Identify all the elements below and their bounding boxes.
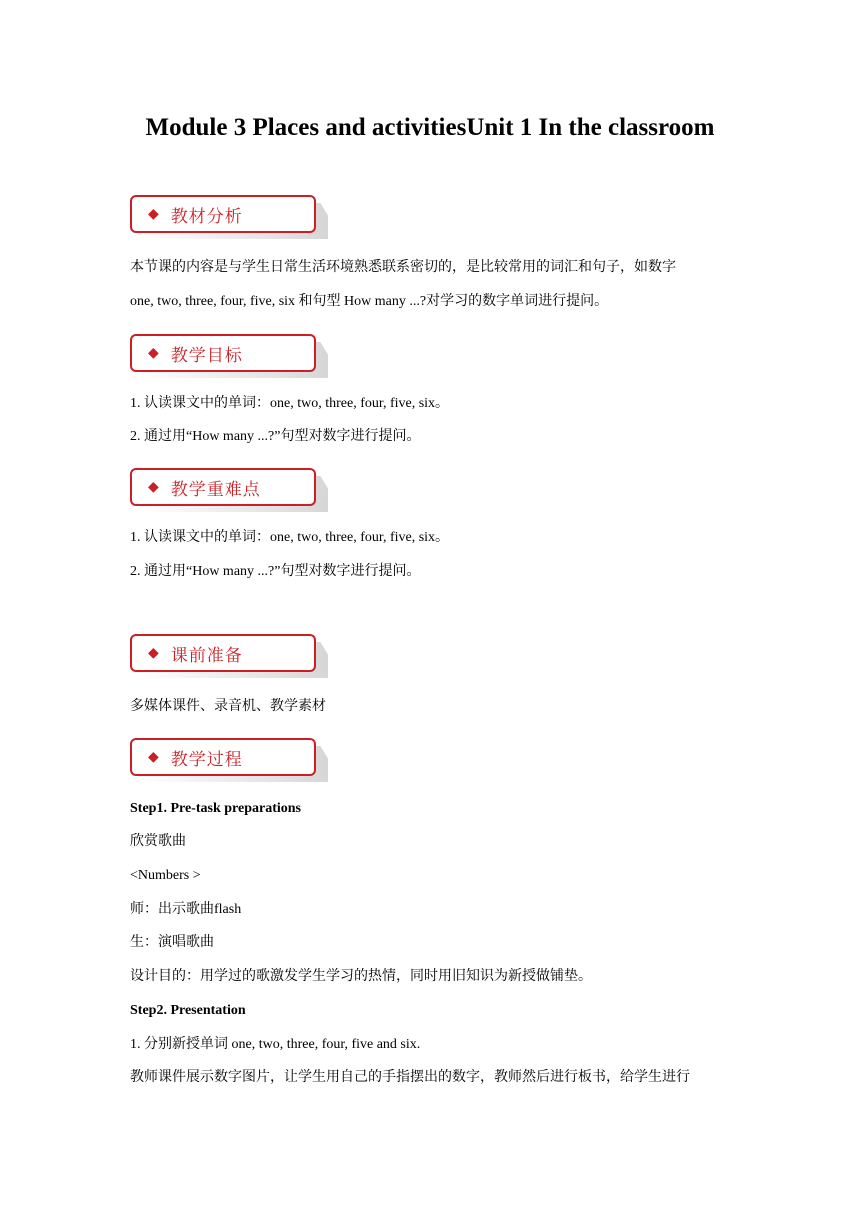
diamond-bullet-icon: ◆ [148,206,159,222]
paragraph-line: 1. 分别新授单词 one, two, three, four, five and six. [130,1037,421,1052]
section-heading-key-points [130,468,335,514]
paragraph-line: 多媒体课件、录音机、教学素材 [130,699,326,714]
paragraph-line: 设计目的：用学过的歌激发学生学习的热情，同时用旧知识为新授做铺垫。 [130,969,592,984]
diamond-bullet-icon: ◆ [148,479,159,495]
step-title: Step2. Presentation [130,1003,246,1018]
document-title: Module 3 Places and activitiesUnit 1 In the classroom [145,114,715,141]
section-heading-label: 教材分析 [170,206,243,227]
paragraph-line: one, two, three, four, five, six 和句型 How many ...?对学习的数字单词进行提问。 [130,294,609,309]
list-item: 2. 通过用“How many ...?”句型对数字进行提问。 [130,564,421,579]
section-heading-process [130,738,335,784]
diamond-bullet-icon: ◆ [148,345,159,361]
section-heading-preparation [130,634,335,680]
paragraph-line: 教师课件展示数字图片，让学生用自己的手指摆出的数字，教师然后进行板书，给学生进行 [130,1070,690,1085]
section-heading-label: 教学目标 [170,345,243,366]
paragraph-line: 本节课的内容是与学生日常生活环境熟悉联系密切的，是比较常用的词汇和句子，如数字 [130,260,676,275]
list-item: 1. 认读课文中的单词：one, two, three, four, five, six。 [130,530,450,545]
list-item: 2. 通过用“How many ...?”句型对数字进行提问。 [130,429,421,444]
section-heading-objectives [130,334,335,380]
heading-box [130,738,316,776]
heading-box [130,468,316,506]
section-heading-label: 教学过程 [170,749,243,770]
heading-box [130,634,316,672]
paragraph-line: 师：出示歌曲flash [130,902,242,917]
diamond-bullet-icon: ◆ [148,749,159,765]
paragraph-line: 欣赏歌曲 [130,834,186,849]
section-heading-label: 教学重难点 [170,479,261,500]
diamond-bullet-icon: ◆ [148,645,159,661]
paragraph-line: <Numbers > [130,868,201,883]
list-item: 1. 认读课文中的单词：one, two, three, four, five, six。 [130,396,450,411]
heading-box [130,195,316,233]
section-heading-analysis [130,195,335,241]
step-title: Step1. Pre-task preparations [130,801,301,816]
heading-box [130,334,316,372]
paragraph-line: 生：演唱歌曲 [130,935,214,950]
section-heading-label: 课前准备 [170,645,243,666]
